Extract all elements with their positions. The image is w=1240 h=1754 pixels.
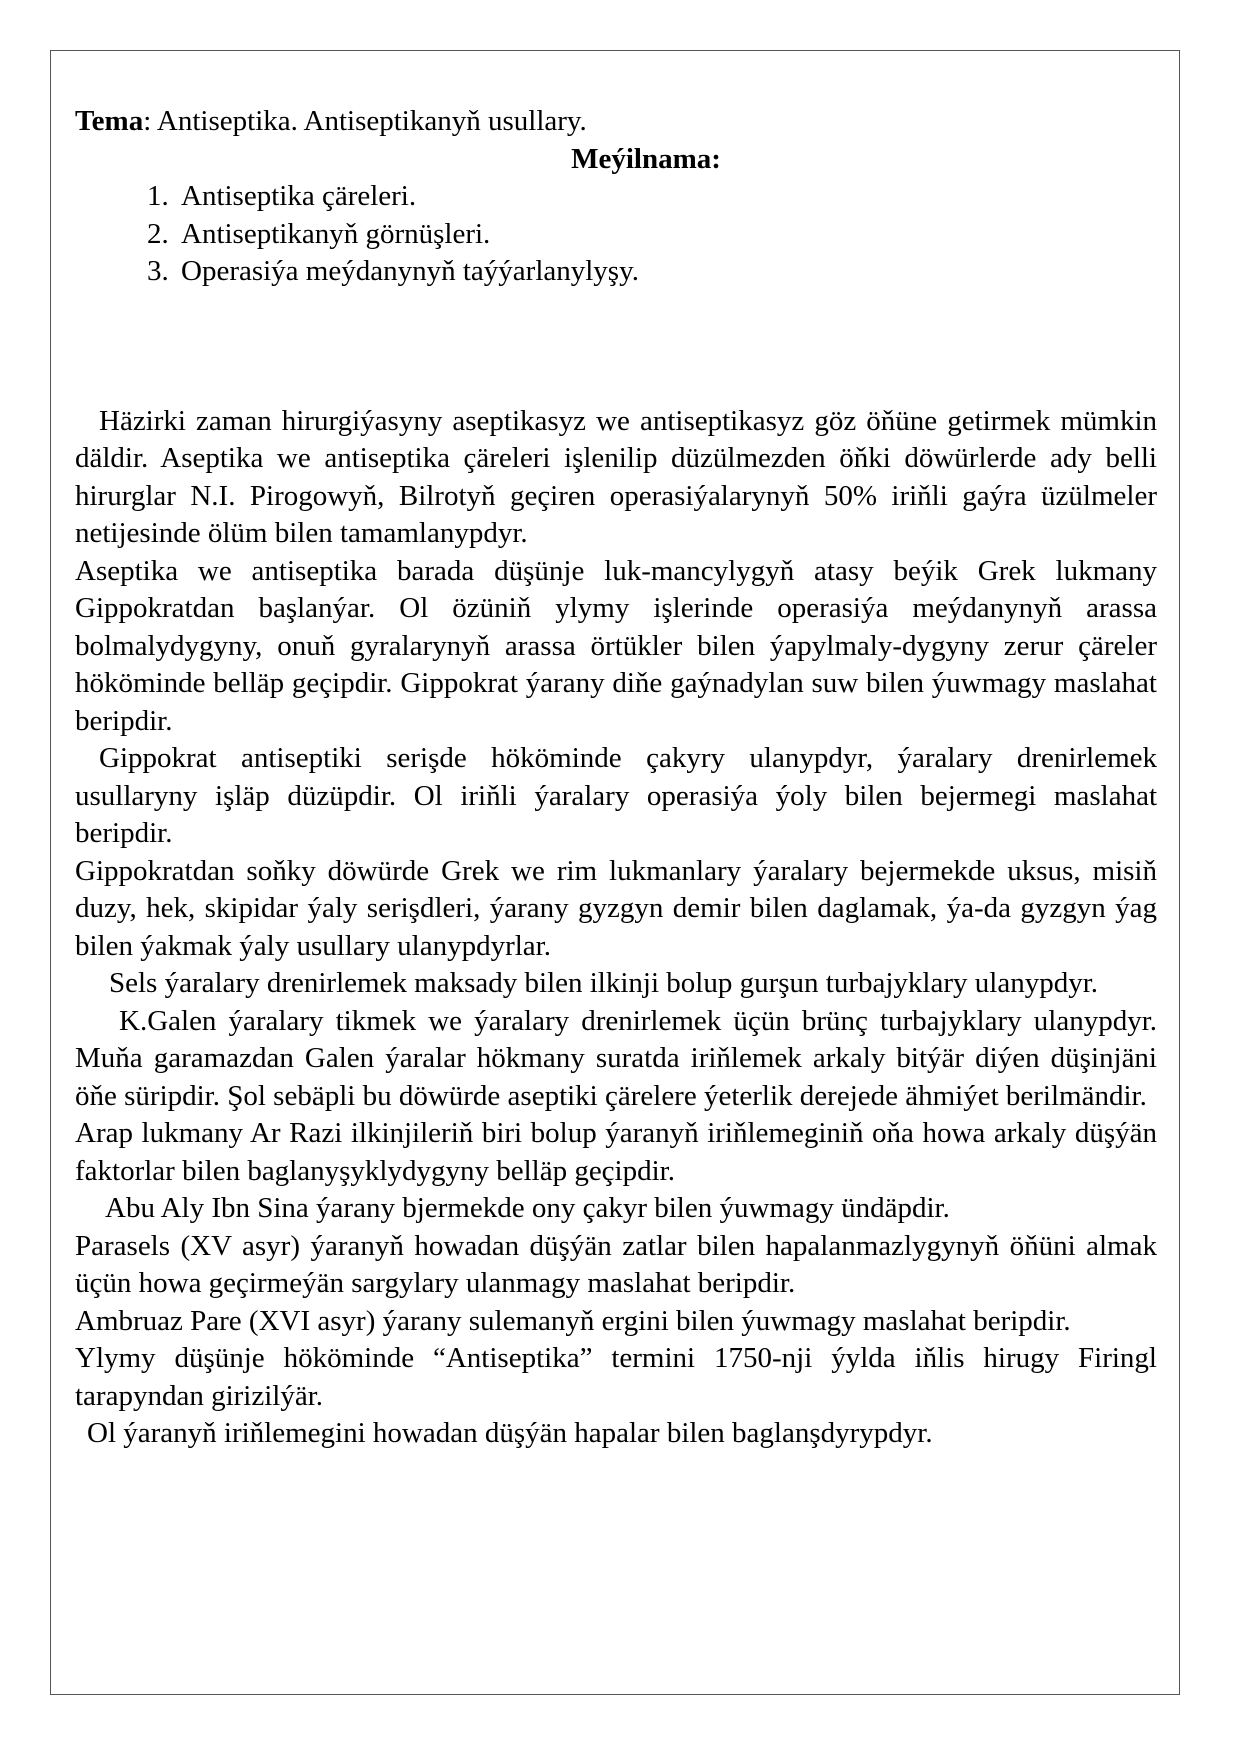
paragraph: K.Galen ýaralary tikmek we ýaralary drenirlemek üçün brünç turbajyklary ulanypdyr. Muňa garamazdan Galen ýaralar hökmany suratda iriňlemek arkaly bitýär diýen düşinjäni öňe süripdir. Şol sebäpli bu döwürde aseptiki çärelere ýeterlik derejede ähmiýet berilmändir.: [75, 1004, 1157, 1112]
paragraph: Gippokratdan soňky döwürde Grek we rim lukmanlary ýaralary bejermekde uksus, misiň duzy, hek, skipidar ýaly serişdleri, ýarany gyzgyn demir bilen daglamak, ýa-da gyzgyn ýag bilen ýakmak ýaly usullary ulanypdyrlar.: [75, 854, 1157, 962]
plan-item-number: 2.: [147, 217, 169, 250]
plan-title: Meýilnama:: [571, 142, 721, 175]
paragraph: Sels ýaralary drenirlemek maksady bilen ilkinji bolup gurşun turbajyklary ulanypdyr.: [109, 967, 1099, 999]
plan-list: [75, 178, 1157, 291]
plan-item-text: Antiseptika çäreleri.: [181, 180, 417, 212]
plan-item: [147, 178, 1157, 216]
paragraph: Ambruaz Pare (XVI asyr) ýarany sulemanyň ergini bilen ýuwmagy maslahat beripdir.: [75, 1304, 1071, 1337]
plan-item-text: Antiseptikanyň görnüşleri.: [181, 217, 491, 250]
paragraph: Ol ýaranyň iriňlemegini howadan düşýän hapalar bilen baglanşdyrypdyr.: [87, 1417, 933, 1449]
main-text: [75, 403, 1157, 1453]
paragraph: Ylymy düşünje hököminde “Antiseptika” termini 1750-nji ýylda iňlis hirugy Firingl tarapyndan girizilýär.: [75, 1342, 1157, 1412]
plan-item-number: 1.: [147, 180, 169, 212]
plan-item: [147, 216, 1157, 254]
paragraph: Arap lukmany Ar Razi ilkinjileriň biri bolup ýaranyň iriňlemeginiň oňa howa arkaly düşýän faktorlar bilen baglanyşyklydygyny belläp geçipdir.: [75, 1117, 1157, 1187]
paragraph: Aseptika we antiseptika barada düşünje luk-mancylygyň atasy beýik Grek lukmany Gippokratdan başlanýar. Ol özüniň ylymy işlerinde operasiýa meýdanynyň arassa bolmalydygyny, onuň gyralarynyň arassa örtükler bilen ýapylmaly-dygyny zerur çäreler hököminde belläp geçipdir. Gippokrat ýarany diňe gaýnadylan suw bilen ýuwmagy maslahat beripdir.: [75, 554, 1157, 737]
topic-label: Tema: [75, 105, 144, 137]
plan-item: [147, 253, 1157, 291]
document-body: [75, 103, 1157, 1453]
topic-text: : Antiseptika. Antiseptikanyň usullary.: [143, 105, 587, 137]
plan-item-text: Operasiýa meýdanynyň taýýarlanylyşy.: [181, 255, 639, 287]
paragraph: Abu Aly Ibn Sina ýarany bjermekde ony çakyr bilen ýuwmagy ündäpdir.: [105, 1192, 950, 1224]
paragraph: Häzirki zaman hirurgiýasyny aseptikasyz we antiseptikasyz göz öňüne getirmek mümkin däldir. Aseptika we antiseptika çäreleri işlenilip düzülmezden öňki döwürlerde ady belli hirurglar N.I. Pirogowyň, Bilrotyň geçiren operasiýalarynyň 50% iriňli gaýra üzülmeler netijesinde ölüm bilen tamamlanypdyr.: [75, 404, 1157, 549]
topic-line: [75, 103, 1157, 141]
paragraph: Parasels (XV asyr) ýaranyň howadan düşýän zatlar bilen hapalanmazlygynyň öňüni almak üçün howa geçirmeýän sargylary ulanmagy maslahat beripdir.: [75, 1229, 1157, 1299]
plan-item-number: 3.: [147, 255, 169, 287]
paragraph: Gippokrat antiseptiki serişde hököminde çakyry ulanypdyr, ýaralary drenirlemek usullaryny işläp düzüpdir. Ol iriňli ýaralary operasiýa ýoly bilen bejermegi maslahat beripdir.: [75, 742, 1157, 849]
